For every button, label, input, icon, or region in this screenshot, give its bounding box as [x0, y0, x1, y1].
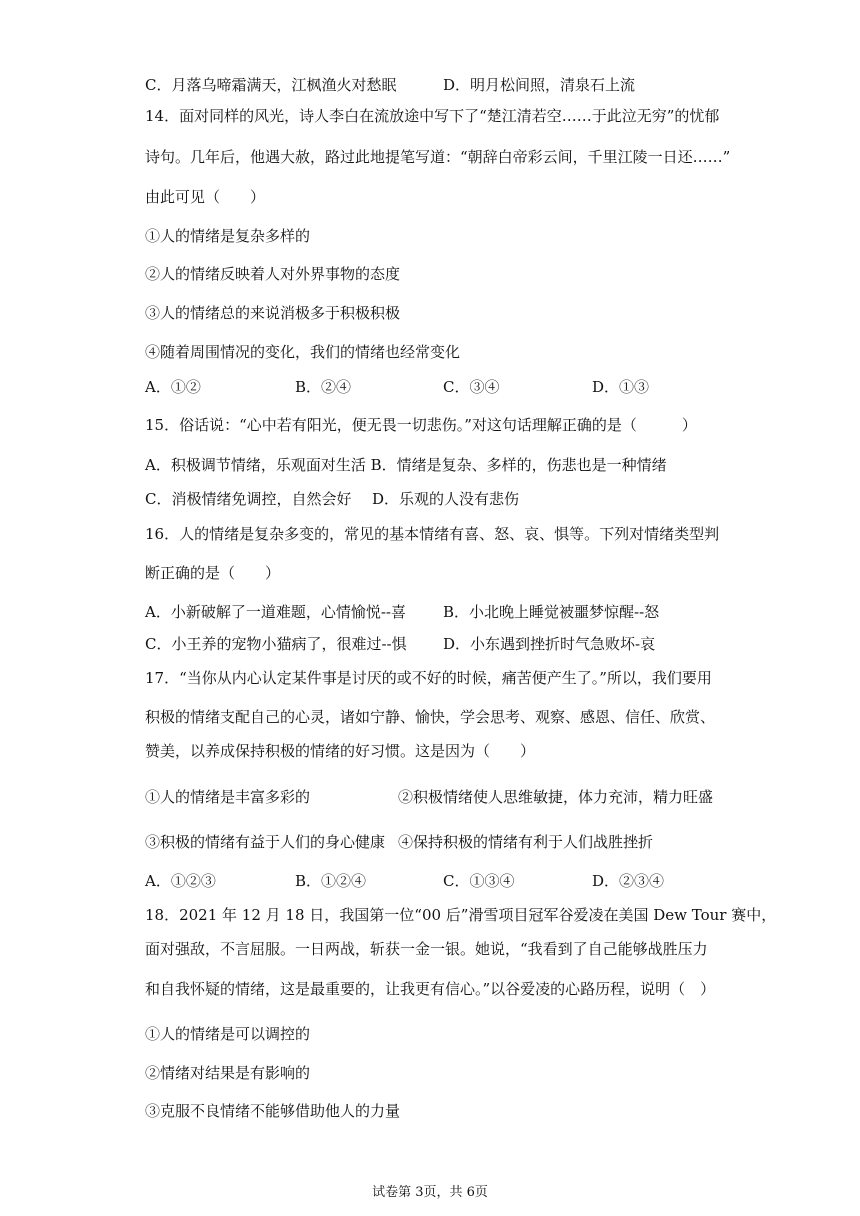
q13-option-d: D．明月松间照，清泉石上流 — [443, 76, 636, 94]
q18-statement-1: ①人的情绪是可以调控的 — [145, 1025, 311, 1043]
q14-stem-line3: 由此可见（ ） — [145, 188, 266, 206]
q18-statement-3: ③克服不良情绪不能够借助他人的力量 — [145, 1102, 401, 1120]
q14-option-c: C．③④ — [443, 378, 500, 396]
q17-option-b: B．①②④ — [295, 872, 367, 890]
q16-option-a: A．小新破解了一道难题，心情愉悦--喜 — [145, 603, 406, 621]
q17-stem-line3: 赞美，以养成保持积极的情绪的好习惯。这是因为（ ） — [145, 742, 536, 760]
q18-stem-line3: 和自我怀疑的情绪，这是最重要的，让我更有信心。”以谷爱凌的心路历程，说明（ ） — [145, 980, 716, 998]
q14-statement-4: ④随着周围情况的变化，我们的情绪也经常变化 — [145, 343, 461, 361]
q15-option-ab: A．积极调节情绪，乐观面对生活 B．情绪是复杂、多样的，伤悲也是一种情绪 — [145, 456, 667, 474]
q17-option-c: C．①③④ — [443, 872, 515, 890]
q14-statement-1: ①人的情绪是复杂多样的 — [145, 227, 311, 245]
q17-statement-4: ④保持积极的情绪有利于人们战胜挫折 — [398, 833, 654, 851]
q17-stem-line1: 17．“当你从内心认定某件事是讨厌的或不好的时候，痛苦便产生了。”所以，我们要用 — [145, 669, 712, 687]
q15-stem: 15．俗话说：“心中若有阳光，便无畏一切悲伤。”对这句话理解正确的是（ ） — [145, 416, 697, 434]
q17-statement-1: ①人的情绪是丰富多彩的 — [145, 788, 311, 806]
q16-option-b: B．小北晚上睡觉被噩梦惊醒--怒 — [443, 603, 660, 621]
q14-statement-3: ③人的情绪总的来说消极多于积极积极 — [145, 304, 401, 322]
q14-stem-line1: 14．面对同样的风光，诗人李白在流放途中写下了“楚江清若空……于此泣无穷”的忧郁 — [145, 107, 720, 125]
q17-statement-3: ③积极的情绪有益于人们的身心健康 — [145, 833, 386, 851]
q13-option-c: C．月落乌啼霜满天，江枫渔火对愁眠 — [145, 76, 397, 94]
q18-statement-2: ②情绪对结果是有影响的 — [145, 1064, 311, 1082]
q17-statement-2: ②积极情绪使人思维敏捷，体力充沛，精力旺盛 — [398, 788, 714, 806]
q16-option-c: C．小王养的宠物小猫病了，很难过--惧 — [145, 635, 407, 653]
q17-option-d: D．②③④ — [592, 872, 665, 890]
q15-option-c: C．消极情绪免调控，自然会好 — [145, 490, 352, 508]
q18-stem-line2: 面对强敌，不言屈服。一日两战，斩获一金一银。她说，“我看到了自己能够战胜压力 — [145, 940, 708, 958]
q16-option-d: D．小东遇到挫折时气急败坏-哀 — [443, 635, 656, 653]
q14-statement-2: ②人的情绪反映着人对外界事物的态度 — [145, 265, 401, 283]
q14-option-b: B．②④ — [295, 378, 352, 396]
q14-stem-line2: 诗句。几年后，他遇大赦，路过此地提笔写道：“朝辞白帝彩云间，千里江陵一日还……” — [145, 148, 731, 166]
q14-option-a: A．①② — [145, 378, 201, 396]
q14-option-d: D．①③ — [592, 378, 650, 396]
q18-stem-line1: 18．2021 年 12 月 18 日，我国第一位“00 后”滑雪项目冠军谷爱凌在美国 Dew Tour 赛中， — [145, 906, 777, 924]
page-footer: 试卷第 3页，共 6页 — [372, 1185, 488, 1200]
q15-option-d: D．乐观的人没有悲伤 — [372, 490, 520, 508]
q16-stem-line2: 断正确的是（ ） — [145, 564, 281, 582]
q17-stem-line2: 积极的情绪支配自己的心灵，诸如宁静、愉快，学会思考、观察、感恩、信任、欣赏、 — [145, 708, 716, 726]
q16-stem-line1: 16．人的情绪是复杂多变的，常见的基本情绪有喜、怒、哀、惧等。下列对情绪类型判 — [145, 525, 720, 543]
q17-option-a: A．①②③ — [145, 872, 216, 890]
